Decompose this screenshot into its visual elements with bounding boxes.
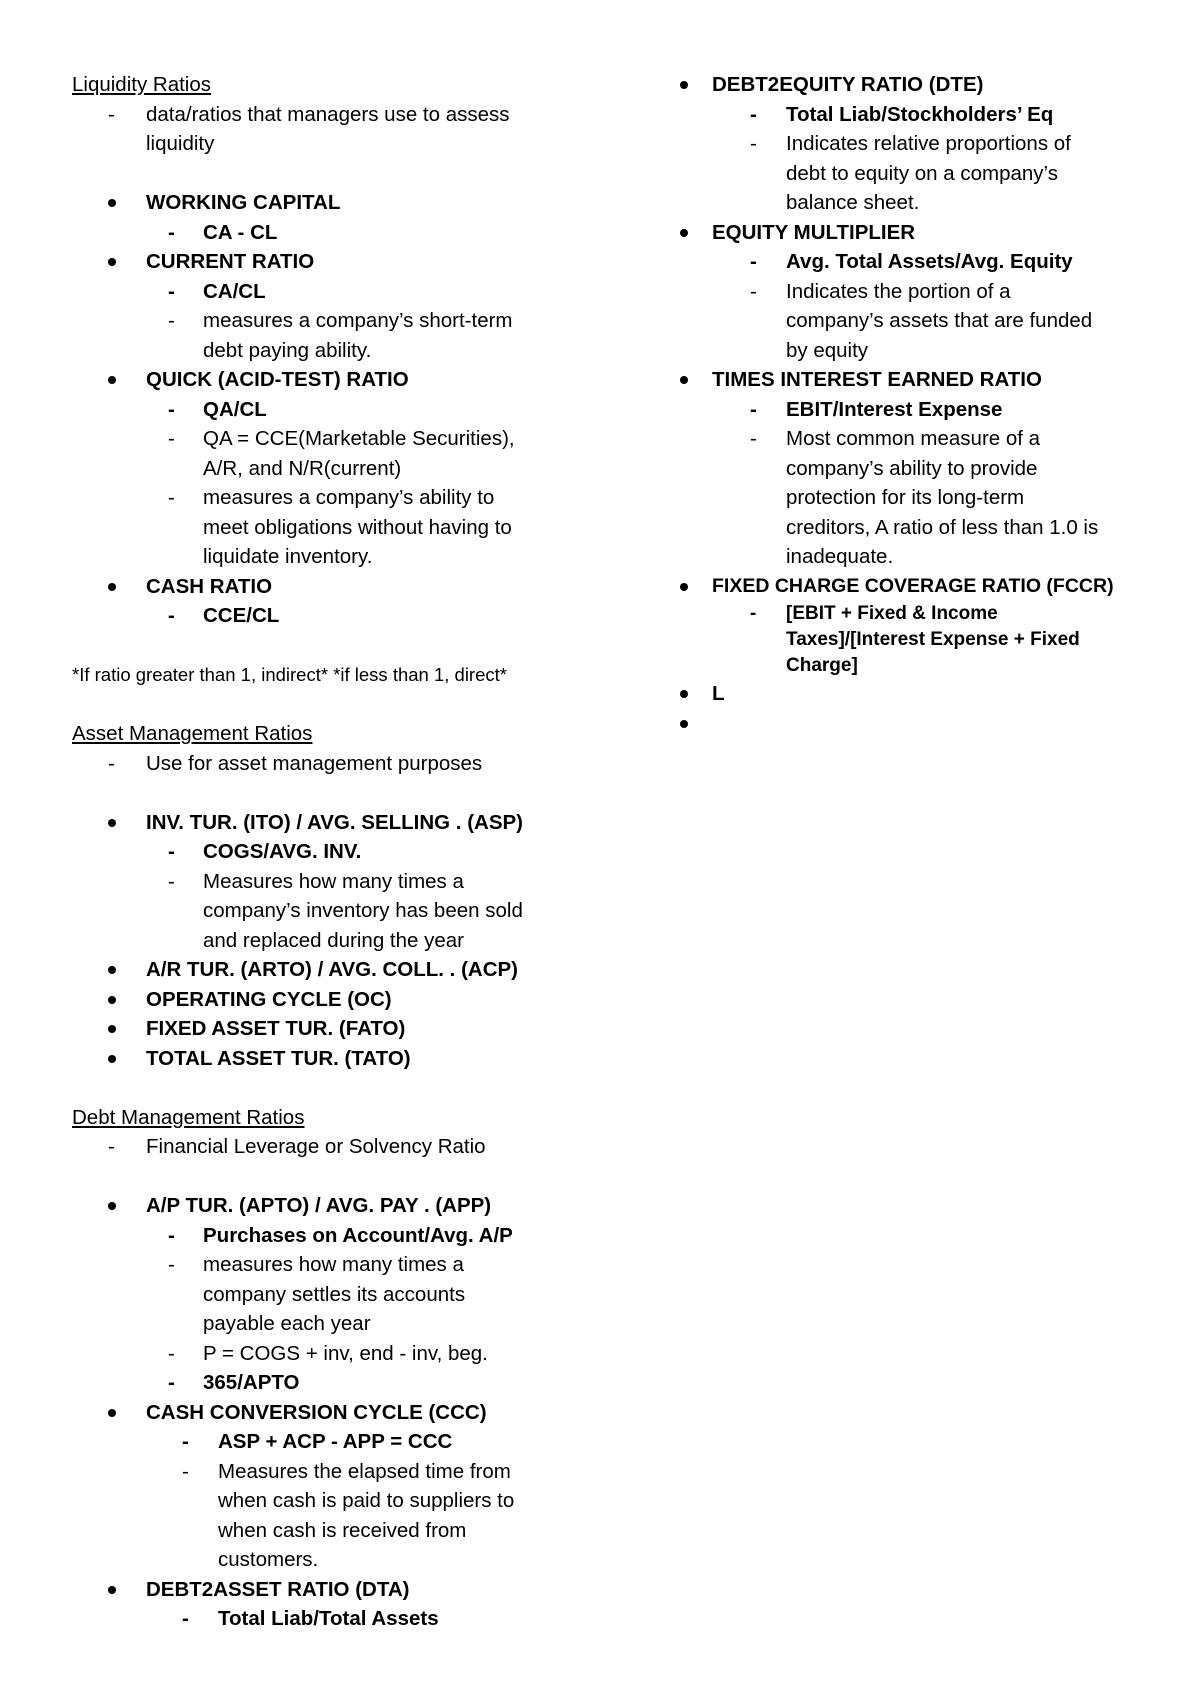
dta-item: DEBT2ASSET RATIO (DTA)	[72, 1575, 592, 1605]
fccr-formula-cont-1: Taxes]/[Interest Expense + Fixed	[786, 629, 1080, 650]
tie-desc-cont-4: inadequate.	[786, 545, 894, 568]
debt-desc: - Financial Leverage or Solvency Ratio	[108, 1135, 486, 1158]
liquidity-desc: - data/ratios that managers use to assess	[72, 100, 592, 130]
dte-item: DEBT2EQUITY RATIO (DTE)	[680, 70, 1150, 100]
fato-item: FIXED ASSET TUR. (FATO)	[72, 1014, 592, 1044]
bullet-dot-icon	[680, 229, 688, 237]
tie-item: TIMES INTEREST EARNED RATIO	[680, 365, 1150, 395]
apto-desc-cont-1: company settles its accounts	[203, 1282, 466, 1306]
dta-formula: - Total Liab/Total Assets	[182, 1607, 439, 1630]
current-ratio-item: CURRENT RATIO	[72, 247, 592, 277]
em-desc-cont-2: by equity	[786, 338, 869, 362]
tie-formula: - EBIT/Interest Expense	[750, 397, 1003, 421]
bullet-dot-icon	[108, 199, 116, 207]
ito-desc: - Measures how many times a	[168, 869, 464, 893]
em-desc: - Indicates the portion of a	[750, 279, 1011, 303]
fccr-formula-cont-2: Charge]	[786, 655, 858, 676]
right-column	[680, 70, 1150, 709]
dte-desc-cont-1: debt to equity on a company’s	[786, 161, 1058, 185]
quick-ratio-formula: - QA/CL	[168, 397, 267, 421]
app-formula: - 365/APTO	[168, 1371, 300, 1394]
oc-item: OPERATING CYCLE (OC)	[72, 985, 592, 1015]
bullet-dot-icon	[680, 583, 688, 591]
ito-desc-cont-1: company’s inventory has been sold	[203, 899, 523, 922]
quick-ratio-desc: - measures a company’s ability to	[168, 486, 495, 509]
dte-desc: - Indicates relative proportions of	[750, 132, 1071, 155]
current-ratio-desc: - measures a company’s short-term	[168, 309, 513, 332]
ccc-desc-cont-1: when cash is paid to suppliers to	[218, 1489, 515, 1512]
apto-formula: - Purchases on Account/Avg. A/P	[168, 1223, 513, 1247]
apto-p: - P = COGS + inv, end - inv, beg.	[168, 1341, 488, 1365]
cash-ratio-item: CASH RATIO	[72, 572, 592, 602]
left-column	[72, 70, 592, 1634]
working-capital-formula: - CA - CL	[168, 220, 278, 244]
working-capital-item: WORKING CAPITAL	[72, 188, 592, 218]
current-ratio-desc-cont: debt paying ability.	[203, 338, 372, 362]
bullet-dot-icon	[680, 720, 688, 728]
cash-ratio-formula: - CCE/CL	[168, 604, 280, 627]
ccc-formula: - ASP + ACP - APP = CCC	[182, 1430, 453, 1453]
bullet-dot-icon	[108, 1025, 116, 1033]
quick-ratio-qa: - QA = CCE(Marketable Securities),	[168, 427, 515, 450]
tie-desc: - Most common measure of a	[750, 427, 1041, 450]
arto-item: A/R TUR. (ARTO) / AVG. COLL. . (ACP)	[72, 955, 592, 985]
fccr-formula: - [EBIT + Fixed & Income	[750, 603, 998, 624]
bullet-dot-icon	[108, 1055, 116, 1063]
em-formula: - Avg. Total Assets/Avg. Equity	[750, 250, 1073, 273]
liquidity-desc-cont: liquidity	[146, 132, 215, 155]
tie-desc-cont-3: creditors, A ratio of less than 1.0 is	[786, 515, 1099, 539]
tato-item: TOTAL ASSET TUR. (TATO)	[72, 1044, 592, 1074]
bullet-dot-icon	[108, 1202, 116, 1210]
bullet-dot-icon	[108, 996, 116, 1004]
quick-ratio-desc-cont-1: meet obligations without having to	[203, 515, 512, 539]
bullet-dot-icon	[108, 583, 116, 591]
fccr-item: FIXED CHARGE COVERAGE RATIO (FCCR)	[680, 572, 1150, 602]
asset-desc: - Use for asset management purposes	[108, 751, 483, 775]
l-item: L	[680, 679, 1150, 709]
quick-ratio-desc-cont-2: liquidate inventory.	[203, 545, 373, 568]
dash-marker: -	[108, 102, 115, 126]
asset-heading: Asset Management Ratios	[72, 722, 313, 745]
ccc-desc-cont-3: customers.	[218, 1548, 319, 1571]
bullet-dot-icon	[108, 966, 116, 974]
bullet-dot-icon	[680, 81, 688, 89]
bullet-dot-icon	[108, 258, 116, 266]
liquidity-heading: Liquidity Ratios	[72, 73, 212, 96]
bullet-dot-icon	[108, 376, 116, 384]
dte-formula: - Total Liab/Stockholders’ Eq	[750, 102, 1054, 126]
ccc-desc-cont-2: when cash is received from	[218, 1518, 467, 1542]
tie-desc-cont-2: protection for its long-term	[786, 486, 1025, 509]
em-desc-cont-1: company’s assets that are funded	[786, 309, 1093, 332]
ito-item: INV. TUR. (ITO) / AVG. SELLING . (ASP)	[72, 808, 592, 838]
apto-desc: - measures how many times a	[168, 1253, 464, 1276]
tie-desc-cont-1: company’s ability to provide	[786, 456, 1038, 480]
bullet-dot-icon	[108, 819, 116, 827]
debt-heading: Debt Management Ratios	[72, 1105, 305, 1129]
em-item: EQUITY MULTIPLIER	[680, 218, 1150, 248]
current-ratio-formula: - CA/CL	[168, 279, 266, 303]
apto-desc-cont-2: payable each year	[203, 1312, 371, 1335]
bullet-dot-icon	[108, 1409, 116, 1417]
apto-item: A/P TUR. (APTO) / AVG. PAY . (APP)	[72, 1191, 592, 1221]
ito-formula: - COGS/AVG. INV.	[168, 840, 362, 863]
ratio-note: *If ratio greater than 1, indirect* *if less than 1, direct*	[72, 664, 507, 685]
ccc-item: CASH CONVERSION CYCLE (CCC)	[72, 1398, 592, 1428]
quick-ratio-qa-cont: A/R, and N/R(current)	[203, 456, 402, 480]
dte-desc-cont-2: balance sheet.	[786, 191, 920, 214]
bullet-dot-icon	[108, 1586, 116, 1594]
bullet-dot-icon	[680, 690, 688, 698]
ccc-desc: - Measures the elapsed time from	[182, 1459, 511, 1483]
bullet-dot-icon	[680, 376, 688, 384]
ito-desc-cont-2: and replaced during the year	[203, 928, 464, 952]
quick-ratio-item: QUICK (ACID-TEST) RATIO	[72, 365, 592, 395]
